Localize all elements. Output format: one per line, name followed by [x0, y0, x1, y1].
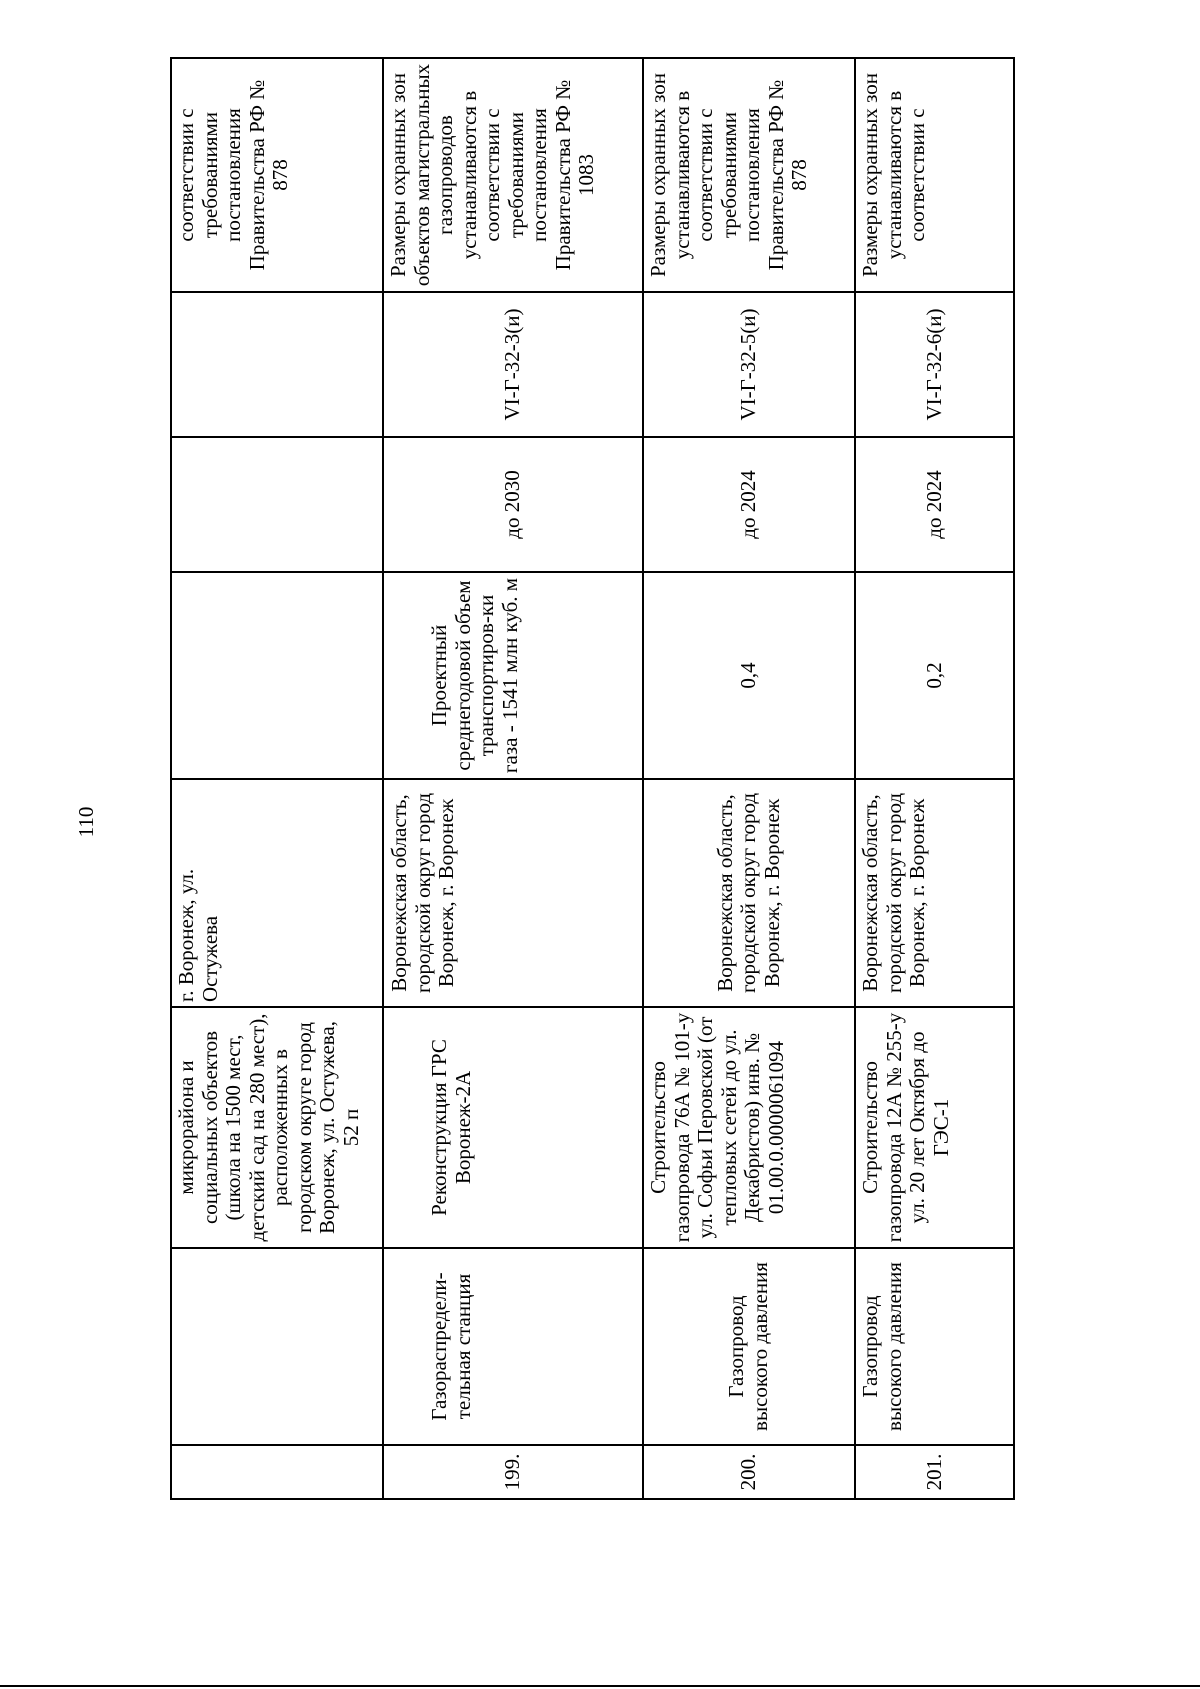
- table-row: [171, 58, 383, 1499]
- cell-location: Воронежская область, городской округ город Воронеж, г. Воронеж: [855, 779, 1014, 1007]
- cell-term: [171, 437, 383, 572]
- cell-capacity: 0,2: [855, 572, 1014, 779]
- cell-term: до 2024: [855, 437, 1014, 572]
- cell-capacity: [171, 572, 383, 779]
- cell-num: [171, 1445, 383, 1499]
- cell-num: 200.: [643, 1445, 855, 1499]
- cell-name: Строительство газопровода 76А № 101-у ул. Софьи Перовской (от тепловых сетей до ул. Декабристов) инв. № 01.00.0.0000061094: [643, 1007, 855, 1248]
- cell-location: Воронежская область, городской округ город Воронеж, г. Воронеж: [643, 779, 855, 1007]
- cell-code: VI-Г-32-5(и): [643, 292, 855, 437]
- table-row: [855, 58, 1014, 1499]
- table-row: [643, 58, 855, 1499]
- cell-capacity: 0,4: [643, 572, 855, 779]
- cell-code: VI-Г-32-3(и): [383, 292, 643, 437]
- cell-code: [171, 292, 383, 437]
- cell-type: Газораспредели-тельная станция: [383, 1248, 643, 1445]
- cell-num: 201.: [855, 1445, 1014, 1499]
- rotated-table-wrapper: [170, 59, 1013, 1500]
- cell-name: микрорайона и социальных объектов (школа на 1500 мест, детский сад на 280 мест), расположенных в городском округе город Воронеж, ул. Остужева, 52 п: [171, 1007, 383, 1248]
- table-row: [383, 58, 643, 1499]
- cell-name: Реконструкция ГРС Воронеж-2А: [383, 1007, 643, 1248]
- cell-code: VI-Г-32-6(и): [855, 292, 1014, 437]
- cell-type: [171, 1248, 383, 1445]
- cell-num: 199.: [383, 1445, 643, 1499]
- cell-zones: Размеры охранных зон объектов магистральных газопроводов устанавливаются в соответствии с требованиями постановления Правительства РФ № 1083: [383, 58, 643, 292]
- page-number: 110: [73, 806, 98, 838]
- cell-capacity: Проектный среднегодовой объем транспортиров-ки газа - 1541 млн куб. м: [383, 572, 643, 779]
- cell-location: Воронежская область, городской округ город Воронеж, г. Воронеж: [383, 779, 643, 1007]
- cell-term: до 2030: [383, 437, 643, 572]
- cell-term: до 2024: [643, 437, 855, 572]
- cell-zones: соответствии с требованиями постановления Правительства РФ № 878: [171, 58, 383, 292]
- cell-type: Газопровод высокого давления: [855, 1248, 1014, 1445]
- cell-location: г. Воронеж, ул. Остужева: [171, 779, 383, 1007]
- bottom-rule: [0, 1685, 1200, 1687]
- cell-name: Строительство газопровода 12А № 255-у ул. 20 лет Октября до ГЭС-1: [855, 1007, 1014, 1248]
- objects-table: [170, 57, 1015, 1500]
- cell-zones: Размеры охранных зон устанавливаются в соответствии с требованиями постановления Правительства РФ № 878: [643, 58, 855, 292]
- cell-zones: Размеры охранных зон устанавливаются в соответствии с: [855, 58, 1014, 292]
- cell-type: Газопровод высокого давления: [643, 1248, 855, 1445]
